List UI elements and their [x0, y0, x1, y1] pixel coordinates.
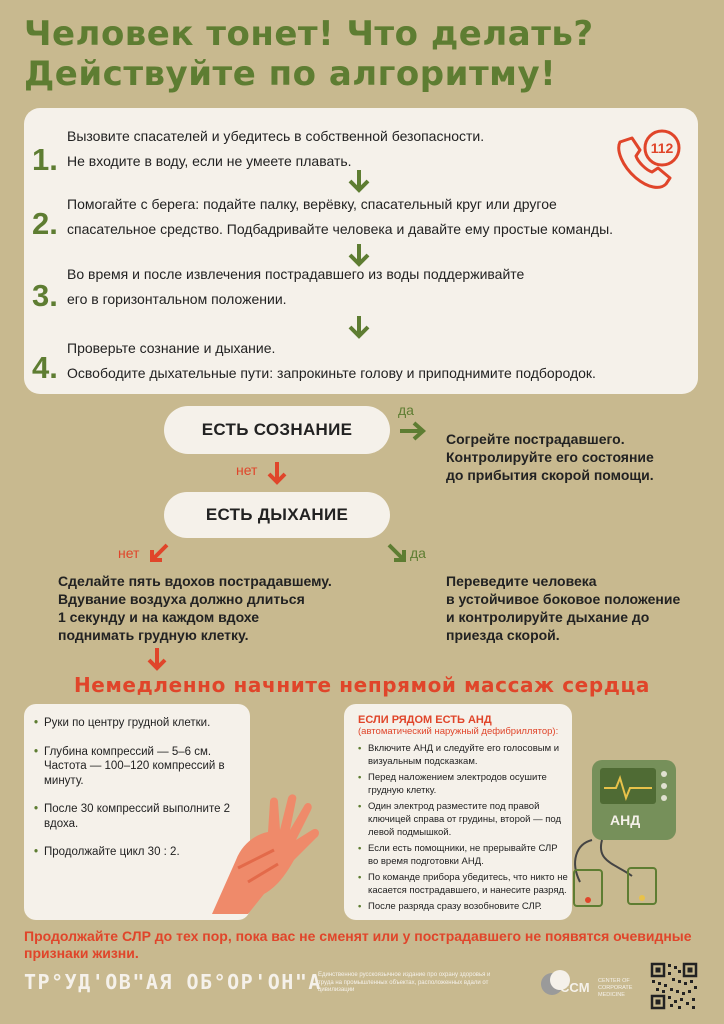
step-number: 4.: [32, 350, 58, 385]
step-text: [67, 124, 687, 174]
breathing-pill: ЕСТЬ ДЫХАНИЕ: [164, 492, 390, 538]
step-text: [67, 192, 687, 242]
arrow-down-icon: [347, 168, 371, 194]
defibrillator-icon: [566, 752, 686, 912]
aed-subtitle: (автоматический наружный дефибриллятор):: [358, 726, 559, 737]
list-item: • Включите АНД и следуйте его голосовым и визуальным подсказкам.: [358, 742, 570, 768]
consciousness-pill: ЕСТЬ СОЗНАНИЕ: [164, 406, 390, 454]
arrow-right-icon: [398, 420, 428, 442]
ccm-name: [598, 978, 648, 999]
consciousness-yes-text: [446, 430, 696, 484]
step-line: Помогайте с берега: подайте палку, верёвку, спасательный круг или другое: [67, 196, 557, 212]
step-line: Вызовите спасателей и убедитесь в собственной безопасности.: [67, 128, 485, 144]
list-item: • Руки по центру грудной клетки.: [34, 716, 234, 731]
step-line: Проверьте сознание и дыхание.: [67, 340, 276, 356]
step-line: Освободите дыхательные пути: запрокиньте голову и приподнимите подбородок.: [67, 365, 596, 381]
cpr-heading: Немедленно начните непрямой массаж сердца: [73, 673, 651, 697]
step-text: [67, 262, 687, 312]
no-label: нет: [118, 545, 140, 561]
no-label: нет: [236, 462, 258, 478]
text-line: Переведите человека: [446, 573, 597, 589]
step-number: 1.: [32, 142, 58, 177]
step-number: 3.: [32, 278, 58, 313]
arrow-down-icon: [266, 460, 288, 486]
hands-icon: [208, 790, 322, 914]
list-item: • Перед наложением электродов осушите грудную клетку.: [358, 771, 570, 797]
qr-code-icon[interactable]: [650, 962, 698, 1010]
step-number: 2.: [32, 206, 58, 241]
list-item: • Глубина компрессий — 5–6 см. Частота — 100–120 компрессий в минуту.: [34, 745, 234, 789]
aed-card: [344, 704, 572, 920]
step-text: [67, 336, 687, 386]
text-line: приезда скорой.: [446, 627, 560, 643]
steps-card: [24, 108, 698, 394]
title-line-1: Человек тонет! Что делать?: [24, 14, 594, 54]
arrow-down-left-icon: [148, 542, 170, 564]
arrow-down-right-icon: [386, 542, 408, 564]
text-line: Сделайте пять вдохов пострадавшему.: [58, 573, 332, 589]
list-item: • Один электрод разместите под правой ключицей справа от грудины, второй — под левой подмышкой.: [358, 800, 570, 839]
brand-description: Единственное русскоязычное издание про охрану здоровья и труда на промышленных объектах, расположенных вдали от цивилизации: [318, 972, 491, 993]
step-line: спасательное средство. Подбадривайте человека и давайте ему простые команды.: [67, 221, 614, 237]
ccm-logo-text: CCM: [560, 980, 590, 995]
aed-device-label: АНД: [610, 812, 641, 828]
text-line: и контролируйте дыхание до: [446, 609, 650, 625]
arrow-down-icon: [146, 646, 168, 672]
ccm-line: MEDICINE: [598, 992, 625, 998]
title-line-2: Действуйте по алгоритму!: [24, 54, 557, 94]
list-item: • По команде прибора убедитесь, что никто не касается пострадавшего, и нанесите разряд.: [358, 871, 570, 897]
list-item: • Продолжайте цикл 30 : 2.: [34, 845, 234, 860]
text-line: в устойчивое боковое положение: [446, 591, 681, 607]
footer-note: Продолжайте СЛР до тех пор, пока вас не сменят или у пострадавшего не появятся очевидные признаки жизни.: [24, 928, 692, 961]
phone-badge-text: 112: [650, 140, 674, 156]
page-title: [24, 14, 704, 94]
ccm-line: CENTER OF: [598, 978, 630, 984]
text-line: поднимать грудную клетку.: [58, 627, 249, 643]
list-item: • Если есть помощники, не прерывайте СЛР во время подготовки АНД.: [358, 842, 570, 868]
text-line: Согрейте пострадавшего.: [446, 431, 625, 447]
breathing-no-text: [58, 572, 358, 644]
ccm-line: CORPORATE: [598, 985, 633, 991]
text-line: 1 секунду и на каждом вдохе: [58, 609, 259, 625]
aed-title: ЕСЛИ РЯДОМ ЕСТЬ АНД: [358, 714, 492, 726]
step-line: Во время и после извлечения пострадавшего из воды поддерживайте: [67, 266, 525, 282]
brand-logo: ТР°УД'ОВ"АЯ ОБ°ОР'ОН"А: [24, 970, 322, 994]
aed-list: [358, 742, 570, 916]
breathing-yes-text: [446, 572, 706, 644]
phone-icon: [610, 120, 686, 194]
list-item: • После 30 компрессий выполните 2 вдоха.: [34, 802, 234, 831]
step-line: его в горизонтальном положении.: [67, 291, 287, 307]
text-line: до прибытия скорой помощи.: [446, 467, 654, 483]
yes-label: да: [410, 545, 426, 561]
list-item: • После разряда сразу возобновите СЛР.: [358, 900, 570, 913]
yes-label: да: [398, 402, 414, 418]
cpr-list: [34, 716, 234, 874]
step-line: Не входите в воду, если не умеете плавать.: [67, 153, 352, 169]
aed-header: [358, 714, 568, 737]
text-line: Вдувание воздуха должно длиться: [58, 591, 305, 607]
text-line: Контролируйте его состояние: [446, 449, 654, 465]
